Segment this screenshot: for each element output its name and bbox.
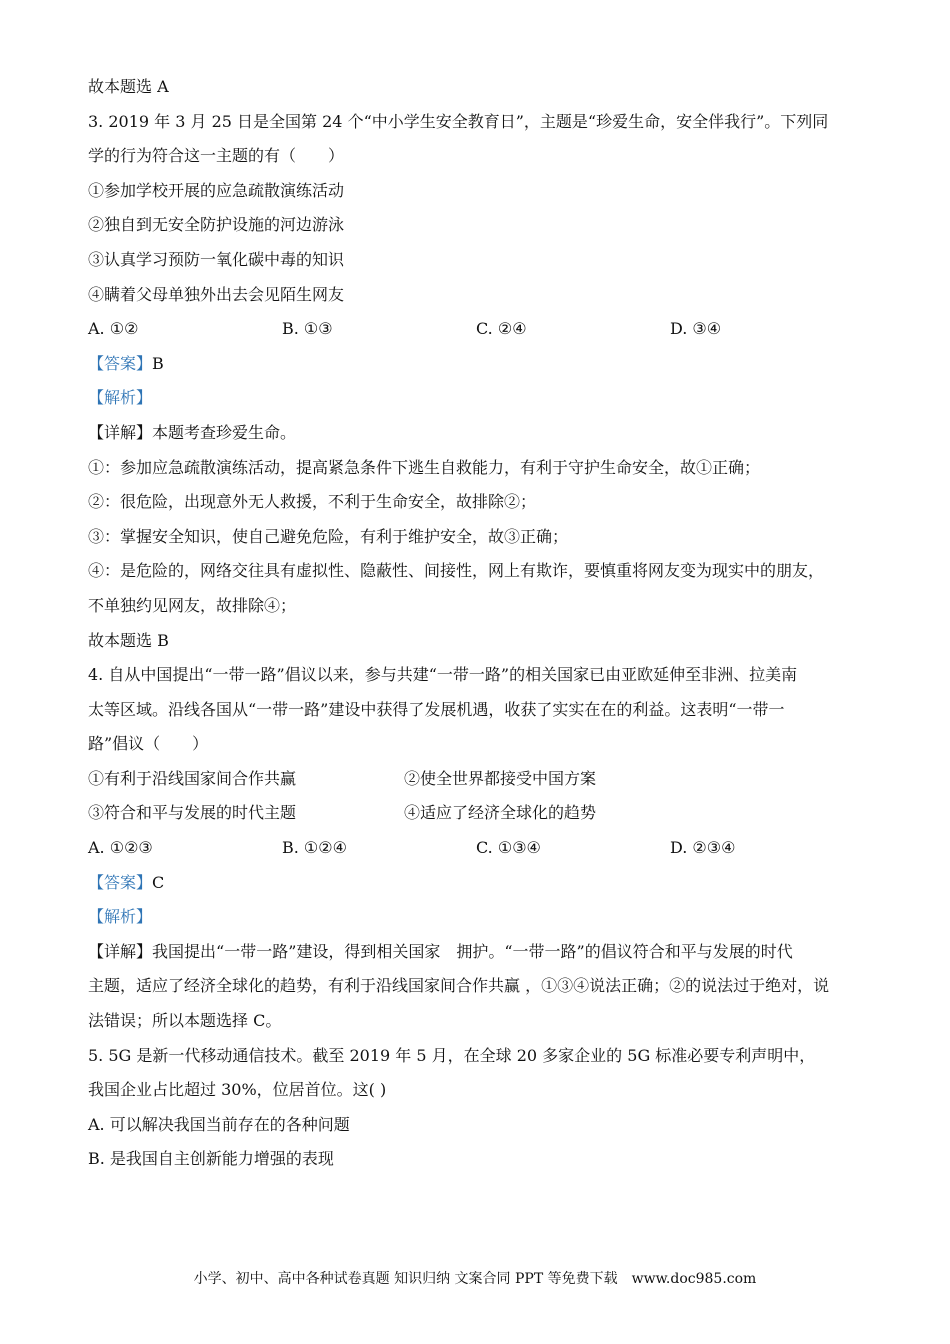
option-a: A. ①②③ [88, 838, 153, 858]
analysis-tag: 【解析】 [88, 388, 153, 408]
question-5-stem: 我国企业占比超过 30%，位居首位。这( ) [88, 1080, 387, 1100]
detail-line [88, 935, 868, 970]
analysis-tag: 【解析】 [88, 907, 153, 927]
option-d: D. ③④ [670, 319, 722, 339]
conclusion: 故本题选 B [88, 630, 169, 650]
explanation: ③：掌握安全知识，使自己避免危险，有利于维护安全，故③正确； [88, 526, 569, 546]
statement-pair [88, 762, 868, 797]
answer-line [88, 347, 868, 382]
answer-tag: 【答案】 [88, 353, 153, 373]
statement: ③符合和平与发展的时代主题 [88, 803, 297, 823]
option-c: C. ②④ [476, 319, 527, 339]
statement: ①参加学校开展的应急疏散演练活动 [88, 180, 345, 200]
option-c: C. ①③④ [476, 838, 541, 858]
option-d: D. ②③④ [670, 838, 736, 858]
question-4-options [88, 831, 868, 866]
answer-value: B [152, 353, 164, 373]
option-b: B. ①③ [282, 319, 333, 339]
statement: ④适应了经济全球化的趋势 [404, 803, 597, 823]
detail-text: 我国提出“一带一路”建设，得到相关国家 拥护。“一带一路”的倡议符合和平与发展的时代 [152, 941, 793, 961]
question-5-stem: 5. 5G 是新一代移动通信技术。截至 2019 年 5 月，在全球 20 多家企业的 5G 标准必要专利声明中， [88, 1045, 816, 1065]
detail-line [88, 416, 868, 451]
statement: ③认真学习预防一氧化碳中毒的知识 [88, 249, 345, 269]
detail-tag: 【详解】 [88, 422, 153, 442]
detail-tag: 【详解】 [88, 941, 153, 961]
question-4-stem: 4. 自从中国提出“一带一路”倡议以来，参与共建“一带一路”的相关国家已由亚欧延伸至非洲、拉美南 [88, 665, 798, 685]
document-body [88, 70, 868, 1177]
option-b: B. ①②④ [282, 838, 347, 858]
detail-text: 法错误；所以本题选择 C。 [88, 1011, 282, 1031]
option-a: A. 可以解决我国当前存在的各种问题 [88, 1114, 350, 1134]
explanation: ①：参加应急疏散演练活动，提高紧急条件下逃生自救能力，有利于守护生命安全，故①正确； [88, 457, 761, 477]
answer-line [88, 866, 868, 901]
explanation: ②：很危险，出现意外无人救援，不利于生命安全，故排除②； [88, 492, 537, 512]
option-a: A. ①② [88, 319, 139, 339]
option-b: B. 是我国自主创新能力增强的表现 [88, 1149, 334, 1169]
answer-tag: 【答案】 [88, 872, 153, 892]
explanation: ④：是危险的，网络交往具有虚拟性、隐蔽性、间接性，网上有欺诈，要慎重将网友变为现实中的朋友， [88, 561, 825, 581]
statement-pair [88, 796, 868, 831]
question-3-options [88, 312, 868, 347]
page-footer: 小学、初中、高中各种试卷真题 知识归纳 文案合同 PPT 等免费下载 www.doc985.com [193, 1271, 757, 1287]
question-3-stem: 学的行为符合这一主题的有（ ） [88, 146, 345, 166]
question-4-stem: 太等区域。沿线各国从“一带一路”建设中获得了发展机遇，收获了实实在在的利益。这表明“一带一 [88, 699, 785, 719]
statement: ①有利于沿线国家间合作共赢 [88, 768, 297, 788]
question-4-stem: 路”倡议（ ） [88, 734, 209, 754]
question-3-stem: 3. 2019 年 3 月 25 日是全国第 24 个“中小学生安全教育日”，主题是“珍爱生命，安全伴我行”。下列同 [88, 111, 829, 131]
statement: ④瞒着父母单独外出去会见陌生网友 [88, 284, 345, 304]
explanation: 不单独约见网友，故排除④； [88, 595, 297, 615]
detail-text: 本题考查珍爱生命。 [152, 422, 297, 442]
detail-text: 主题，适应了经济全球化的趋势，有利于沿线国家间合作共赢 ，①③④说法正确；②的说法过于绝对，说 [88, 976, 830, 996]
text-line: 故本题选 A [88, 77, 169, 96]
answer-value: C [152, 872, 165, 892]
statement: ②使全世界都接受中国方案 [404, 768, 597, 788]
statement: ②独自到无安全防护设施的河边游泳 [88, 215, 345, 235]
